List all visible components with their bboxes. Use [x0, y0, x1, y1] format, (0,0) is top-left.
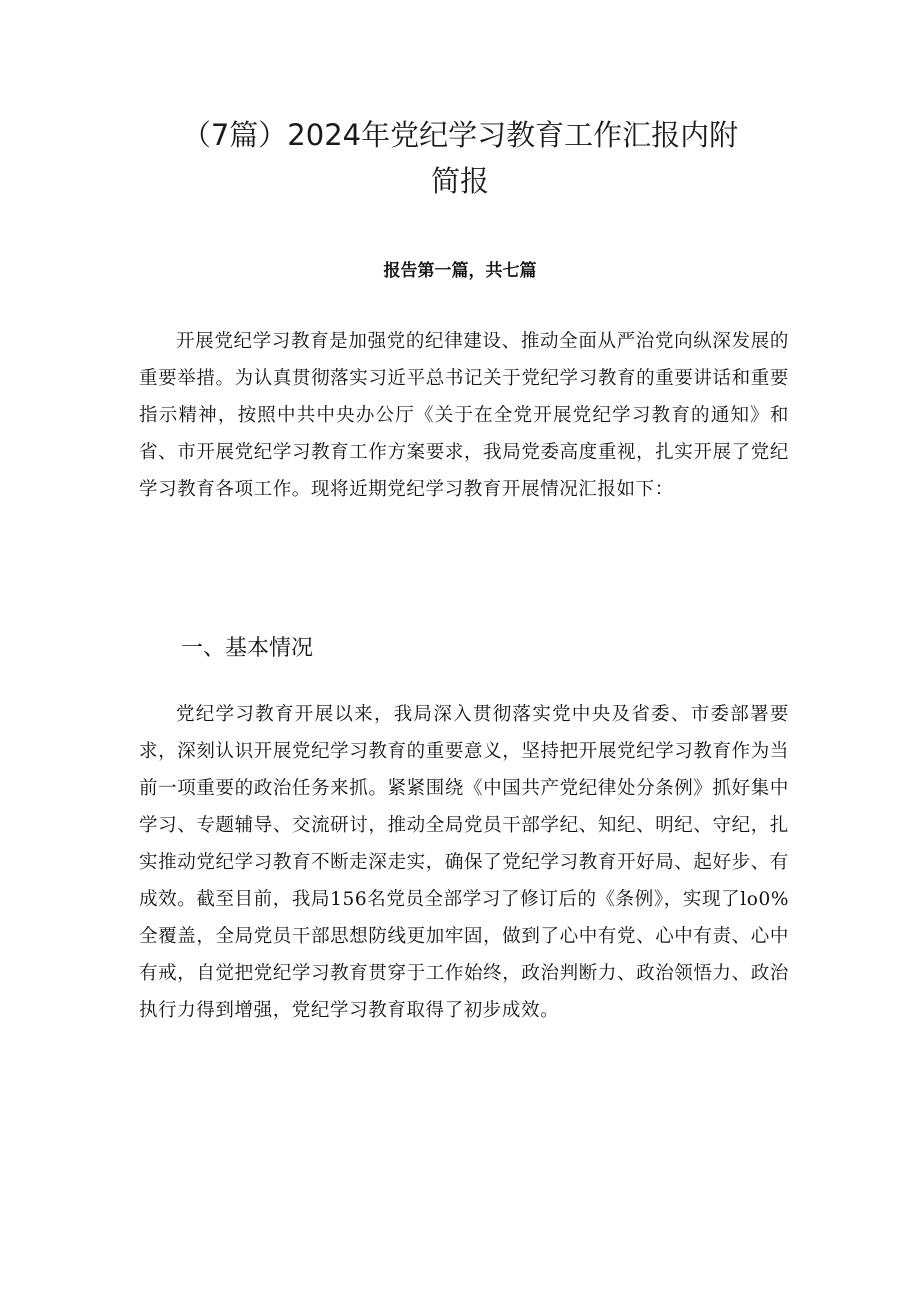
document-subtitle: 报告第一篇，共七篇 [383, 261, 537, 281]
document-title-line-2: 简报 [430, 164, 489, 198]
document-title [120, 112, 800, 204]
document-title-line-1: （7篇）2024年党纪学习教育工作汇报内附 [181, 118, 739, 152]
section-heading-basic-situation: 一、基本情况 [181, 636, 314, 661]
section-paragraph-basic-situation: 党纪学习教育开展以来，我局深入贯彻落实党中央及省委、市委部署要求，深刻认识开展党纪学习教育的重要意义，坚持把开展党纪学习教育作为当前一项重要的政治任务来抓。紧紧围绕《中国共产党纪律处分条例》抓好集中学习、专题辅导、交流研讨，推动全局党员干部学纪、知纪、明纪、守纪，扎实推动党纪学习教育不断走深走实，确保了党纪学习教育开好局、起好步、有成效。截至目前，我局156名党员全部学习了修订后的《条例》，实现了lo0%全覆盖，全局党员干部思想防线更加牢固，做到了心中有党、心中有责、心中有戒，自觉把党纪学习教育贯穿于工作始终，政治判断力、政治领悟力、政治执行力得到增强，党纪学习教育取得了初步成效。 [139, 704, 789, 1021]
intro-paragraph: 开展党纪学习教育是加强党的纪律建设、推动全面从严治党向纵深发展的重要举措。为认真贯彻落实习近平总书记关于党纪学习教育的重要讲话和重要指示精神，按照中共中央办公厅《关于在全党开展党纪学习教育的通知》和省、市开展党纪学习教育工作方案要求，我局党委高度重视，扎实开展了党纪学习教育各项工作。现将近期党纪学习教育开展情况汇报如下： [139, 331, 789, 500]
